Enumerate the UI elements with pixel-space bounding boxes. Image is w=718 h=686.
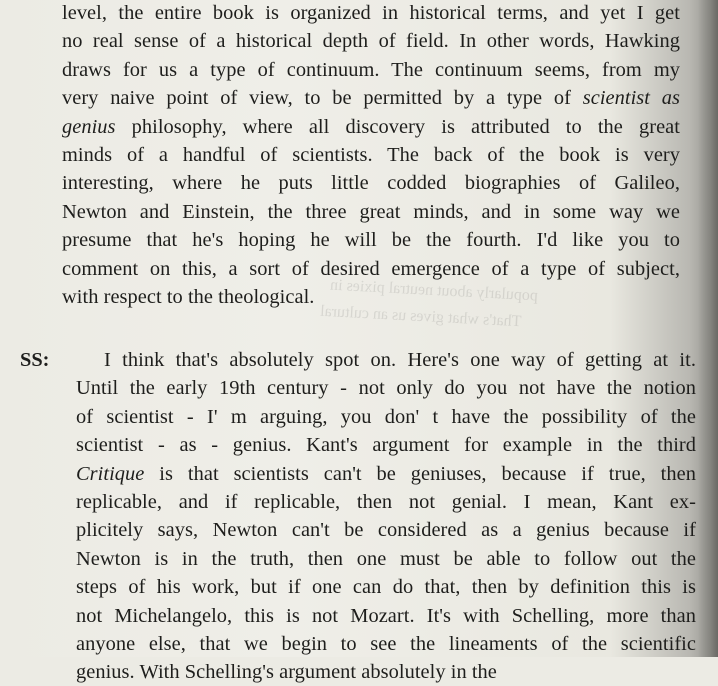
italic-phrase: scientist as [582,87,681,110]
text-segment: is that scientists can't be geniuses, because if true, then [144,462,696,485]
text-line: genius. With Schelling's argument absolutely in the [76,661,497,684]
text-line: comment on this, a sort of desired emergence of a type of subject, [62,257,680,280]
bleed-through-text: That's what gives us an cultural [319,302,522,331]
bleed-through-text: popularly about neutral pixies in [329,276,539,305]
text-line: steps of his work, but if one can do that, then by definition this is [76,576,696,599]
text-line: level, the entire book is organized in historical terms, and yet I get [62,2,680,24]
text-segment: very naive point of view, to be permitted by a type of [62,87,583,110]
text-line [62,84,680,112]
italic-phrase: genius [62,115,116,138]
text-line: not Michelangelo, this is not Mozart. It's with Schelling, more than [76,604,696,627]
text-line: anyone else, that we begin to see the lineaments of the scientific [76,633,696,655]
page-binding-shadow [698,0,718,657]
text-line: Until the early 19th century - not only do you not have the notion [76,377,696,400]
text-segment: philosophy, where all discovery is attributed to the great [115,115,680,138]
italic-phrase: Critique [76,462,145,485]
text-line: of scientist - I' m arguing, you don' t have the possibility of the [76,405,696,428]
text-line: presume that he's hoping he will be the fourth. I'd like you to [62,229,680,252]
text-line: Newton is in the truth, then one must be able to follow out the [76,547,696,570]
text-line: scientist - as - genius. Kant's argument for example in the third [76,434,696,457]
text-line: I think that's absolutely spot on. Here's one way of getting at it. [104,349,696,371]
speaker-label: SS: [20,349,50,371]
text-line [76,460,696,488]
text-line: plicitely says, Newton can't be considered as a genius because if [76,519,696,542]
text-line: draws for us a type of continuum. The continuum seems, from my [62,58,680,81]
text-line: no real sense of a historical depth of field. In other words, Hawking [62,30,680,53]
text-line: Newton and Einstein, the three great minds, and in some way we [62,200,680,223]
text-line: minds of a handful of scientists. The back of the book is very [62,144,680,166]
text-line: replicable, and if replicable, then not genial. I mean, Kant ex- [76,491,696,513]
text-line: interesting, where he puts little codded biographies of Galileo, [62,172,680,195]
text-line [62,113,680,141]
text-line: with respect to the theological. [62,286,315,308]
